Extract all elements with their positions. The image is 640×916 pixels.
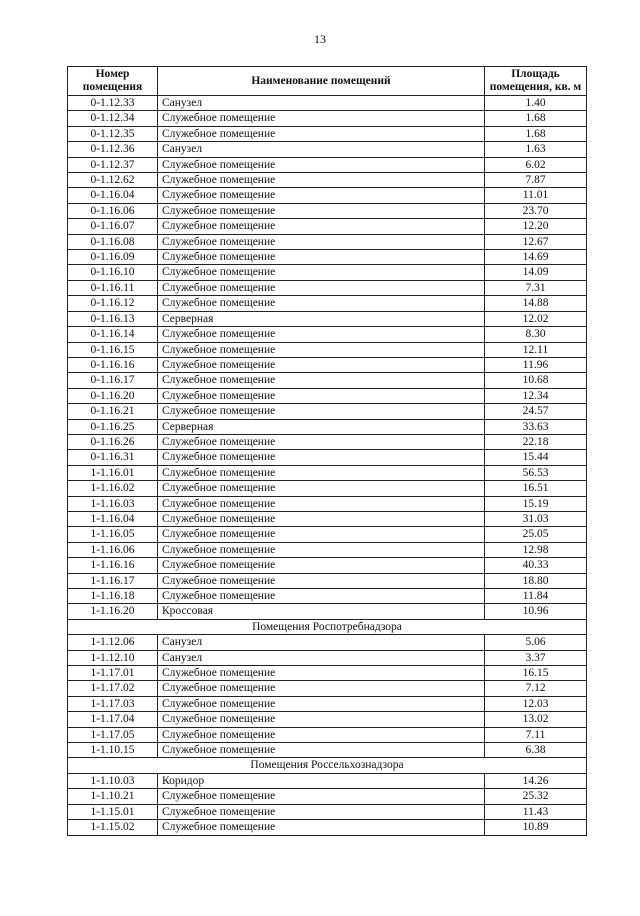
room-name-cell: Санузел xyxy=(158,96,485,111)
room-name-cell: Кроссовая xyxy=(158,604,485,619)
room-area-cell: 33.63 xyxy=(485,419,587,434)
room-area-cell: 7.31 xyxy=(485,280,587,295)
room-area-cell: 10.96 xyxy=(485,604,587,619)
room-name-cell: Служебное помещение xyxy=(158,296,485,311)
room-name-cell: Служебное помещение xyxy=(158,820,485,835)
room-number-cell: 1-1.16.02 xyxy=(68,481,158,496)
room-number-cell: 0-1.16.09 xyxy=(68,250,158,265)
room-area-cell: 25.05 xyxy=(485,527,587,542)
room-name-cell: Служебное помещение xyxy=(158,789,485,804)
room-area-cell: 1.63 xyxy=(485,142,587,157)
room-area-cell: 15.19 xyxy=(485,496,587,511)
room-name-cell: Служебное помещение xyxy=(158,666,485,681)
room-number-cell: 1-1.10.15 xyxy=(68,743,158,758)
room-number-cell: 1-1.16.17 xyxy=(68,573,158,588)
room-number-cell: 0-1.16.11 xyxy=(68,280,158,295)
room-area-cell: 22.18 xyxy=(485,434,587,449)
table-row xyxy=(68,219,587,234)
page-number: 13 xyxy=(314,32,326,46)
room-number-cell: 0-1.16.20 xyxy=(68,388,158,403)
room-number-cell: 0-1.16.04 xyxy=(68,188,158,203)
room-number-cell: 0-1.16.14 xyxy=(68,327,158,342)
room-area-cell: 6.02 xyxy=(485,157,587,172)
room-name-cell: Служебное помещение xyxy=(158,542,485,557)
room-name-cell: Санузел xyxy=(158,635,485,650)
room-number-cell: 1-1.15.01 xyxy=(68,804,158,819)
room-area-cell: 16.51 xyxy=(485,481,587,496)
room-name-cell: Серверная xyxy=(158,419,485,434)
room-area-cell: 23.70 xyxy=(485,203,587,218)
section-title: Помещения Россельхознадзора xyxy=(68,758,587,773)
room-area-cell: 12.34 xyxy=(485,388,587,403)
table-row xyxy=(68,635,587,650)
room-name-cell: Служебное помещение xyxy=(158,589,485,604)
room-number-cell: 1-1.16.18 xyxy=(68,589,158,604)
room-number-cell: 0-1.16.10 xyxy=(68,265,158,280)
table-row xyxy=(68,681,587,696)
table-row xyxy=(68,188,587,203)
table-row xyxy=(68,357,587,372)
table-row xyxy=(68,203,587,218)
table-row xyxy=(68,712,587,727)
room-number-cell: 0-1.12.36 xyxy=(68,142,158,157)
table-row xyxy=(68,373,587,388)
room-area-cell: 7.11 xyxy=(485,727,587,742)
table-row xyxy=(68,96,587,111)
room-number-cell: 1-1.17.01 xyxy=(68,666,158,681)
table-row xyxy=(68,542,587,557)
table-row xyxy=(68,157,587,172)
table-row xyxy=(68,234,587,249)
room-area-cell: 56.53 xyxy=(485,465,587,480)
room-area-cell: 13.02 xyxy=(485,712,587,727)
room-area-cell: 15.44 xyxy=(485,450,587,465)
table-row xyxy=(68,511,587,526)
room-name-cell: Служебное помещение xyxy=(158,712,485,727)
room-name-cell: Серверная xyxy=(158,311,485,326)
header-room-area: Площадь помещения, кв. м xyxy=(485,67,587,96)
room-name-cell: Служебное помещение xyxy=(158,450,485,465)
table-row xyxy=(68,327,587,342)
room-number-cell: 1-1.12.06 xyxy=(68,635,158,650)
room-number-cell: 0-1.16.26 xyxy=(68,434,158,449)
table-row xyxy=(68,727,587,742)
room-number-cell: 1-1.10.03 xyxy=(68,773,158,788)
room-area-cell: 14.69 xyxy=(485,250,587,265)
room-area-cell: 1.68 xyxy=(485,126,587,141)
room-name-cell: Служебное помещение xyxy=(158,111,485,126)
room-number-cell: 0-1.16.25 xyxy=(68,419,158,434)
room-area-cell: 14.88 xyxy=(485,296,587,311)
table-row xyxy=(68,434,587,449)
room-name-cell: Служебное помещение xyxy=(158,234,485,249)
room-number-cell: 0-1.16.07 xyxy=(68,219,158,234)
room-name-cell: Служебное помещение xyxy=(158,157,485,172)
room-name-cell: Служебное помещение xyxy=(158,696,485,711)
table-row xyxy=(68,558,587,573)
table-row xyxy=(68,527,587,542)
room-area-cell: 31.03 xyxy=(485,511,587,526)
table-row xyxy=(68,650,587,665)
room-name-cell: Служебное помещение xyxy=(158,727,485,742)
room-number-cell: 1-1.17.03 xyxy=(68,696,158,711)
room-number-cell: 1-1.16.20 xyxy=(68,604,158,619)
room-name-cell: Служебное помещение xyxy=(158,203,485,218)
room-area-cell: 1.40 xyxy=(485,96,587,111)
table-row xyxy=(68,111,587,126)
room-name-cell: Служебное помещение xyxy=(158,373,485,388)
room-number-cell: 0-1.16.06 xyxy=(68,203,158,218)
room-name-cell: Служебное помещение xyxy=(158,188,485,203)
room-number-cell: 0-1.12.33 xyxy=(68,96,158,111)
room-number-cell: 1-1.12.10 xyxy=(68,650,158,665)
table-row xyxy=(68,604,587,619)
header-room-number: Номер помещения xyxy=(68,67,158,96)
room-area-cell: 12.11 xyxy=(485,342,587,357)
room-name-cell: Служебное помещение xyxy=(158,219,485,234)
room-number-cell: 1-1.16.05 xyxy=(68,527,158,542)
room-name-cell: Служебное помещение xyxy=(158,496,485,511)
table-row xyxy=(68,265,587,280)
room-name-cell: Служебное помещение xyxy=(158,404,485,419)
room-name-cell: Служебное помещение xyxy=(158,481,485,496)
room-name-cell: Служебное помещение xyxy=(158,434,485,449)
table-body xyxy=(68,96,587,836)
room-number-cell: 0-1.16.13 xyxy=(68,311,158,326)
room-number-cell: 0-1.12.34 xyxy=(68,111,158,126)
room-name-cell: Санузел xyxy=(158,650,485,665)
table-row xyxy=(68,789,587,804)
header-row xyxy=(68,67,587,96)
room-number-cell: 1-1.10.21 xyxy=(68,789,158,804)
table-row xyxy=(68,573,587,588)
table-row xyxy=(68,419,587,434)
section-row xyxy=(68,758,587,773)
table-row xyxy=(68,820,587,835)
room-area-cell: 11.96 xyxy=(485,357,587,372)
room-area-cell: 8.30 xyxy=(485,327,587,342)
room-name-cell: Служебное помещение xyxy=(158,280,485,295)
table-row xyxy=(68,342,587,357)
room-area-cell: 11.84 xyxy=(485,589,587,604)
room-number-cell: 1-1.17.04 xyxy=(68,712,158,727)
room-number-cell: 1-1.17.02 xyxy=(68,681,158,696)
room-number-cell: 1-1.16.16 xyxy=(68,558,158,573)
room-number-cell: 1-1.16.06 xyxy=(68,542,158,557)
room-name-cell: Служебное помещение xyxy=(158,173,485,188)
room-area-cell: 10.89 xyxy=(485,820,587,835)
table-row xyxy=(68,773,587,788)
room-number-cell: 0-1.16.15 xyxy=(68,342,158,357)
room-area-cell: 7.87 xyxy=(485,173,587,188)
room-name-cell: Служебное помещение xyxy=(158,804,485,819)
table-row xyxy=(68,481,587,496)
room-area-cell: 12.67 xyxy=(485,234,587,249)
room-number-cell: 0-1.12.37 xyxy=(68,157,158,172)
table-row xyxy=(68,743,587,758)
room-name-cell: Служебное помещение xyxy=(158,327,485,342)
table-row xyxy=(68,496,587,511)
room-number-cell: 0-1.12.62 xyxy=(68,173,158,188)
room-name-cell: Служебное помещение xyxy=(158,388,485,403)
table-row xyxy=(68,311,587,326)
room-area-cell: 1.68 xyxy=(485,111,587,126)
room-number-cell: 0-1.16.08 xyxy=(68,234,158,249)
room-name-cell: Коридор xyxy=(158,773,485,788)
room-area-cell: 12.20 xyxy=(485,219,587,234)
room-area-cell: 18.80 xyxy=(485,573,587,588)
room-number-cell: 0-1.16.16 xyxy=(68,357,158,372)
table-row xyxy=(68,388,587,403)
room-name-cell: Санузел xyxy=(158,142,485,157)
room-area-cell: 40.33 xyxy=(485,558,587,573)
room-name-cell: Служебное помещение xyxy=(158,250,485,265)
room-name-cell: Служебное помещение xyxy=(158,357,485,372)
room-area-cell: 14.26 xyxy=(485,773,587,788)
room-area-cell: 11.01 xyxy=(485,188,587,203)
room-area-cell: 5.06 xyxy=(485,635,587,650)
room-number-cell: 0-1.12.35 xyxy=(68,126,158,141)
table-row xyxy=(68,296,587,311)
room-name-cell: Служебное помещение xyxy=(158,126,485,141)
room-name-cell: Служебное помещение xyxy=(158,265,485,280)
table-row xyxy=(68,666,587,681)
room-number-cell: 1-1.16.03 xyxy=(68,496,158,511)
room-area-cell: 12.03 xyxy=(485,696,587,711)
room-name-cell: Служебное помещение xyxy=(158,681,485,696)
room-name-cell: Служебное помещение xyxy=(158,743,485,758)
table-header xyxy=(68,67,587,96)
room-area-cell: 12.02 xyxy=(485,311,587,326)
room-name-cell: Служебное помещение xyxy=(158,558,485,573)
room-area-cell: 10.68 xyxy=(485,373,587,388)
table-row xyxy=(68,142,587,157)
room-name-cell: Служебное помещение xyxy=(158,573,485,588)
room-number-cell: 0-1.16.31 xyxy=(68,450,158,465)
room-area-cell: 12.98 xyxy=(485,542,587,557)
room-name-cell: Служебное помещение xyxy=(158,342,485,357)
room-number-cell: 1-1.17.05 xyxy=(68,727,158,742)
table-row xyxy=(68,173,587,188)
table-row xyxy=(68,404,587,419)
room-area-cell: 16.15 xyxy=(485,666,587,681)
table-row xyxy=(68,696,587,711)
room-name-cell: Служебное помещение xyxy=(158,511,485,526)
room-area-cell: 6.38 xyxy=(485,743,587,758)
room-name-cell: Служебное помещение xyxy=(158,527,485,542)
room-number-cell: 0-1.16.17 xyxy=(68,373,158,388)
room-area-cell: 7.12 xyxy=(485,681,587,696)
table-row xyxy=(68,250,587,265)
room-area-cell: 25.32 xyxy=(485,789,587,804)
section-row xyxy=(68,619,587,634)
header-room-name: Наименование помещений xyxy=(158,67,485,96)
table-row xyxy=(68,465,587,480)
room-number-cell: 1-1.16.04 xyxy=(68,511,158,526)
room-number-cell: 1-1.15.02 xyxy=(68,820,158,835)
room-number-cell: 1-1.16.01 xyxy=(68,465,158,480)
room-number-cell: 0-1.16.12 xyxy=(68,296,158,311)
room-area-cell: 24.57 xyxy=(485,404,587,419)
room-area-cell: 11.43 xyxy=(485,804,587,819)
table-row xyxy=(68,280,587,295)
table-row xyxy=(68,804,587,819)
rooms-table xyxy=(67,66,587,836)
room-area-cell: 14.09 xyxy=(485,265,587,280)
section-title: Помещения Роспотребнадзора xyxy=(68,619,587,634)
room-area-cell: 3.37 xyxy=(485,650,587,665)
room-number-cell: 0-1.16.21 xyxy=(68,404,158,419)
table-row xyxy=(68,450,587,465)
table-row xyxy=(68,126,587,141)
table-row xyxy=(68,589,587,604)
room-name-cell: Служебное помещение xyxy=(158,465,485,480)
